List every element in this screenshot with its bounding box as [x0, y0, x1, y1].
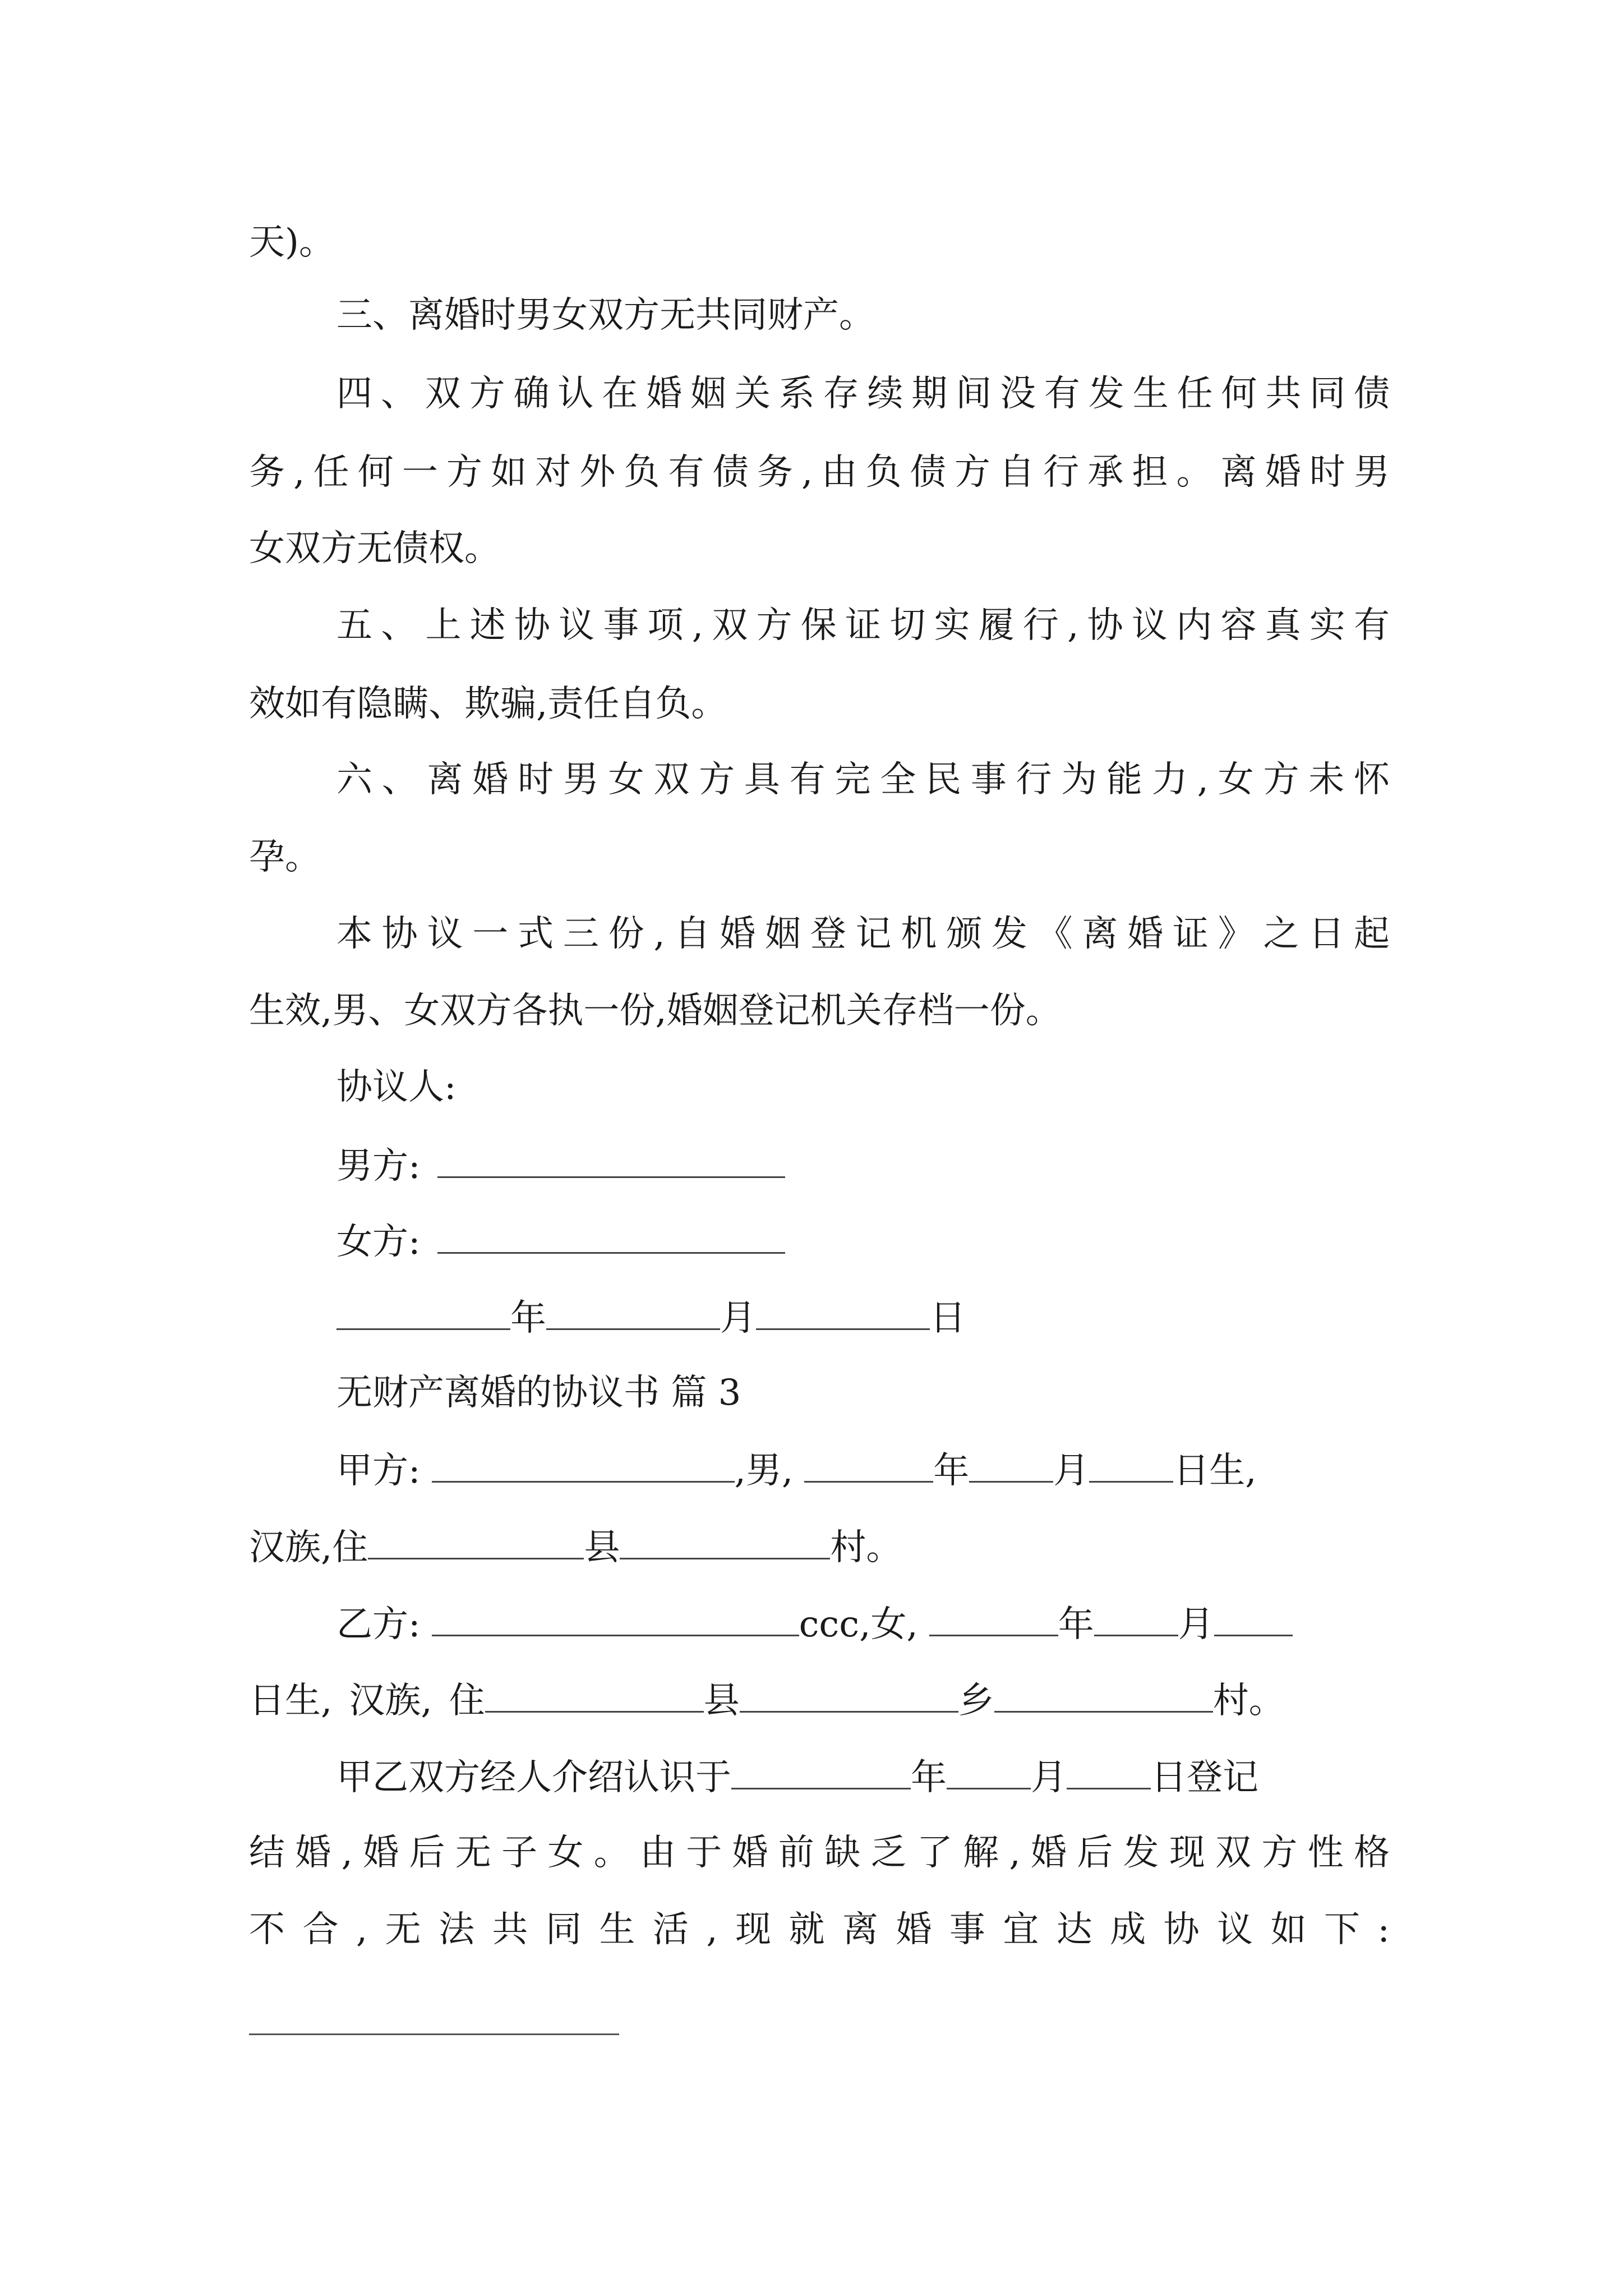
male-signature-blank	[437, 1136, 785, 1178]
party-a-line	[336, 1441, 1257, 1497]
meet-month-blank	[947, 1747, 1031, 1789]
meet-year-label: 年	[911, 1757, 947, 1798]
party-b-county-label: 县	[703, 1680, 740, 1722]
month-label: 月	[720, 1297, 756, 1339]
party-b-village-blank	[994, 1671, 1213, 1713]
signature-date-line	[336, 1288, 966, 1344]
day-label: 日	[930, 1297, 966, 1339]
party-a-year-label: 年	[933, 1450, 970, 1492]
party-b-label: 乙方:	[336, 1604, 421, 1645]
party-a-village-label: 村。	[830, 1527, 902, 1568]
party-a-address-line	[249, 1517, 902, 1573]
party-a-county-label: 县	[584, 1527, 620, 1568]
paragraph-line: 三、离婚时男女双方无共同财产。	[336, 295, 875, 336]
party-b-live-label: 住	[449, 1680, 485, 1722]
party-a-label: 甲方:	[336, 1450, 421, 1492]
male-party-label: 男方:	[336, 1145, 421, 1187]
party-b-year-label: 年	[1058, 1604, 1094, 1645]
footnote-divider	[249, 2033, 619, 2035]
year-label: 年	[510, 1297, 546, 1339]
party-b-township-blank	[740, 1671, 958, 1713]
party-b-year-blank	[929, 1594, 1058, 1636]
female-signature-blank	[437, 1212, 785, 1254]
party-b-township-label: 乡	[958, 1680, 994, 1722]
female-party-line	[336, 1212, 785, 1268]
party-a-month-blank	[969, 1441, 1053, 1483]
day-blank	[756, 1288, 930, 1330]
paragraph-line: 效如有隐瞒、欺骗,责任自负。	[249, 683, 727, 725]
female-party-label: 女方:	[336, 1221, 421, 1263]
section-heading: 无财产离婚的协议书 篇 3	[336, 1372, 741, 1414]
party-b-gender: ccc,女,	[799, 1604, 918, 1645]
signatories-label: 协议人:	[336, 1066, 457, 1108]
meet-day-blank	[1067, 1747, 1151, 1789]
party-b-address-line	[249, 1671, 1285, 1727]
intro-text: 甲乙双方经人介绍认识于	[336, 1757, 731, 1798]
year-blank	[336, 1288, 510, 1330]
party-b-county-blank	[485, 1671, 704, 1713]
party-b-day-blank	[1214, 1594, 1293, 1636]
party-a-born-label: 日生,	[1173, 1450, 1257, 1492]
party-a-gender: ,男,	[734, 1450, 794, 1492]
paragraph-line: 结婚,婚后无子女。由于婚前缺乏了解,婚后发现双方性格	[249, 1832, 1390, 1874]
party-a-name-blank	[432, 1441, 735, 1483]
party-a-year-blank	[804, 1441, 933, 1483]
party-a-village-blank	[620, 1517, 830, 1559]
paragraph-line: 四、双方确认在婚姻关系存续期间没有发生任何共同债	[336, 373, 1390, 415]
registered-label: 日登记	[1151, 1757, 1258, 1798]
party-a-ethnic-label: 汉族,住	[249, 1527, 368, 1568]
month-blank	[546, 1288, 720, 1330]
party-b-born-label: 日生,	[249, 1680, 333, 1722]
meet-month-label: 月	[1031, 1757, 1067, 1798]
party-b-line	[336, 1594, 1293, 1650]
paragraph-line: 孕。	[249, 836, 321, 878]
intro-line	[336, 1747, 1258, 1803]
party-b-village-label: 村。	[1212, 1680, 1285, 1722]
party-b-ethnic-label: 汉族,	[349, 1680, 432, 1722]
party-b-month-blank	[1094, 1594, 1178, 1636]
paragraph-line: 六、离婚时男女双方具有完全民事行为能力,女方未怀	[336, 759, 1390, 800]
paragraph-line: 女双方无债权。	[249, 528, 500, 569]
party-b-month-label: 月	[1178, 1604, 1214, 1645]
paragraph-line: 五、上述协议事项,双方保证切实履行,协议内容真实有	[336, 605, 1390, 646]
paragraph-line: 天)。	[249, 222, 335, 263]
party-a-month-label: 月	[1053, 1450, 1090, 1492]
party-b-name-blank	[432, 1594, 799, 1636]
meet-year-blank	[731, 1747, 911, 1789]
paragraph-line: 生效,男、女双方各执一份,婚姻登记机关存档一份。	[249, 990, 1062, 1032]
male-party-line	[336, 1136, 785, 1192]
party-a-county-blank	[368, 1517, 584, 1559]
paragraph-line: 本协议一式三份,自婚姻登记机颁发《离婚证》之日起	[336, 913, 1390, 955]
paragraph-line: 不合,无法共同生活,现就离婚事宜达成协议如下:	[249, 1909, 1390, 1950]
party-a-day-blank	[1089, 1441, 1173, 1483]
paragraph-line: 务,任何一方如对外负有债务,由负债方自行承担。离婚时男	[249, 452, 1390, 493]
